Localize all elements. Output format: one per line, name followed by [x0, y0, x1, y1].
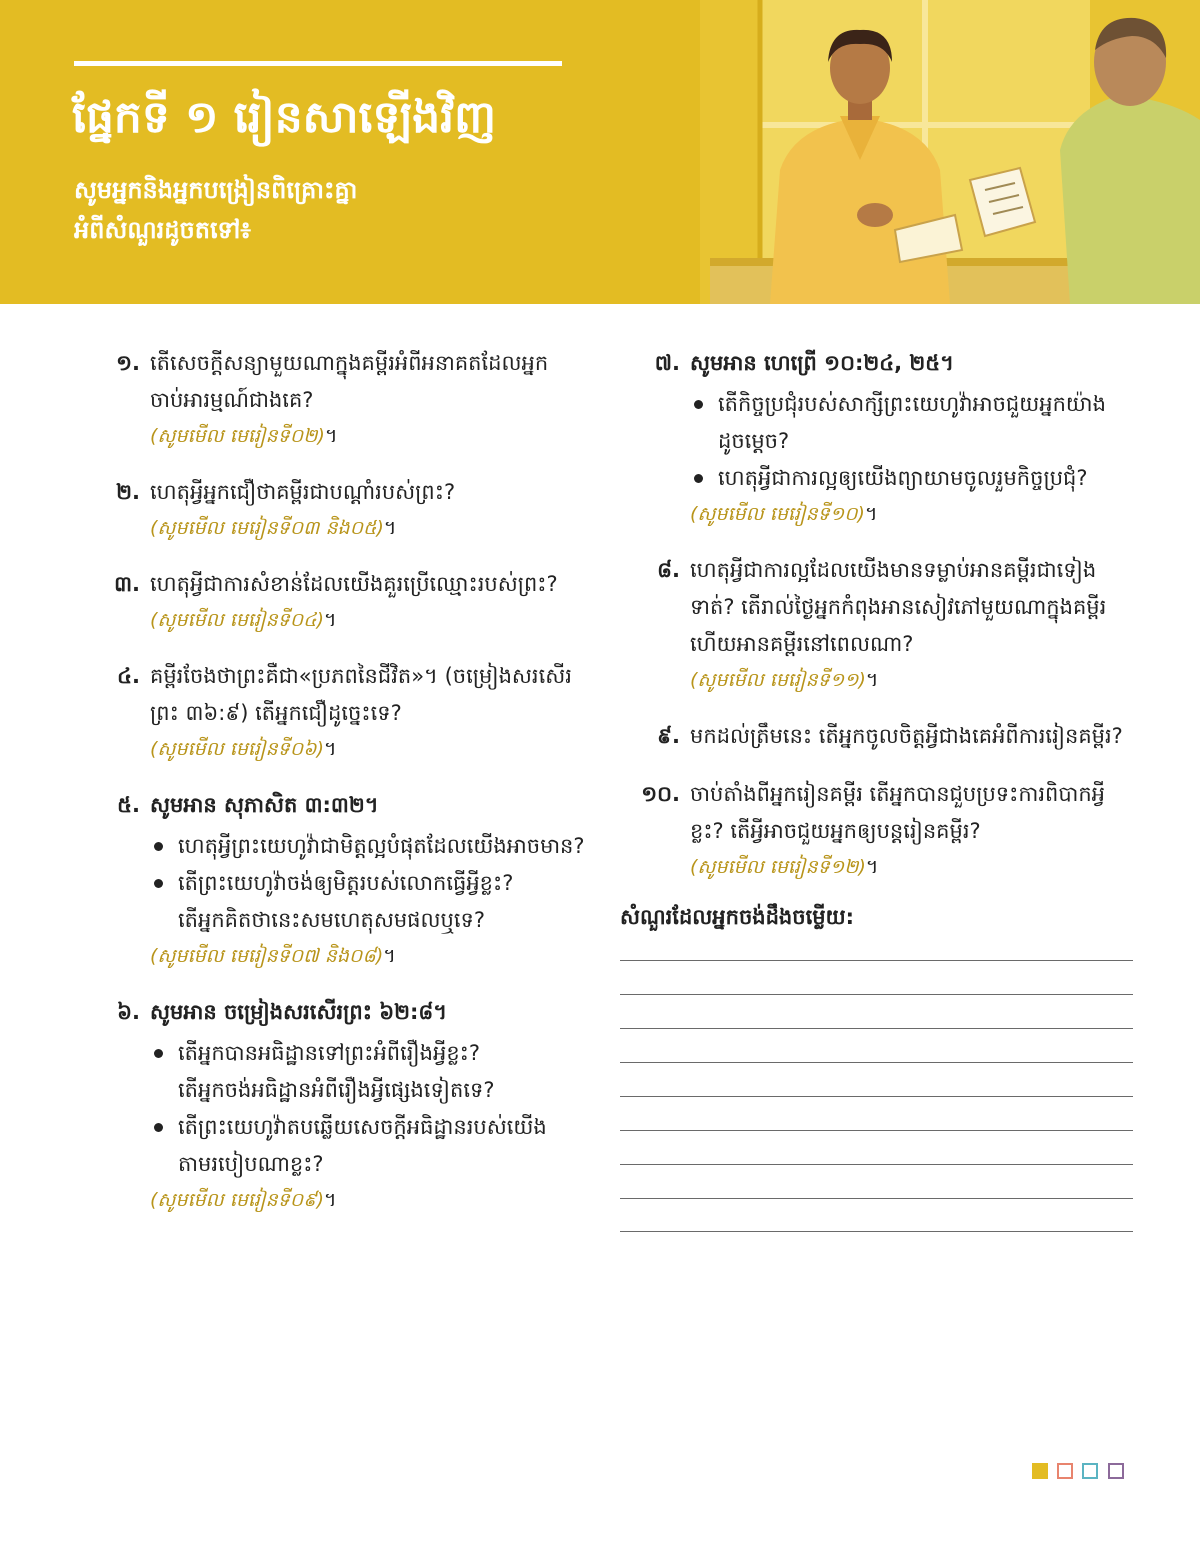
question-number: ១. — [116, 351, 140, 375]
lesson-reference — [150, 419, 598, 453]
question-10 — [618, 776, 1138, 884]
bullet-item — [690, 460, 1138, 497]
reference-end: ។ — [865, 669, 879, 691]
question-text — [150, 345, 598, 419]
question-line: តើសេចក្ដីសន្យាមួយណាក្នុងគម្ពីរអំពីអនាគតដែលអ្នក — [150, 351, 549, 375]
bullet-item — [690, 386, 1138, 460]
question-line: ហើយអានគម្ពីរនៅពេលណា? — [690, 632, 914, 656]
question-3 — [78, 566, 598, 637]
reference-text: (សូមមើល មេរៀនទី០៤) — [150, 609, 325, 631]
questions-left-column — [78, 345, 598, 1238]
answer-line[interactable] — [620, 1028, 1133, 1029]
bullet-line: តើអ្នកបានអធិដ្ឋានទៅព្រះអំពីរឿងអ្វីខ្លះ? — [178, 1041, 481, 1065]
question-line: ទាត់? តើរាល់ថ្ងៃអ្នកកំពុងអានសៀវភៅមួយណាក្នុងគម្ពីរ — [690, 595, 1107, 619]
reference-end: ។ — [865, 856, 879, 878]
decor-square-yellow — [1032, 1463, 1048, 1479]
reference-text: (សូមមើល មេរៀនទី០២) — [150, 425, 325, 447]
bullet-line: តើព្រះយេហូវ៉ាចង់ឲ្យមិត្តរបស់លោកធ្វើអ្វីខ្លះ? — [178, 871, 514, 895]
answer-line[interactable] — [620, 1130, 1133, 1131]
question-number: ៥. — [117, 793, 140, 817]
header-banner — [0, 0, 1200, 304]
reference-end: ។ — [383, 945, 396, 967]
question-number: ២. — [116, 480, 140, 504]
bullet-item — [150, 1035, 598, 1109]
question-number: ៧. — [654, 351, 680, 375]
question-text — [150, 658, 598, 732]
page-subtitle — [74, 170, 357, 250]
bullet-list — [150, 1035, 598, 1183]
reference-text: (សូមមើល មេរៀនទី១២) — [690, 856, 866, 878]
page-title: ផ្នែកទី ១ រៀនសាឡើងវិញ — [72, 92, 497, 143]
reference-text: (សូមមើល មេរៀនទី០៣ និង០៥) — [150, 517, 384, 539]
question-line: មកដល់ត្រឹមនេះ តើអ្នកចូលចិត្តអ្វីជាងគេអំពីការរៀនគម្ពីរ? — [690, 724, 1123, 748]
lesson-reference — [690, 663, 1138, 697]
question-number: ៨. — [657, 558, 680, 582]
bullet-line: ហេតុអ្វីព្រះយេហូវ៉ាជាមិត្តល្អបំផុតដែលយើងអាចមាន? — [178, 834, 585, 858]
question-text — [150, 474, 598, 511]
reference-end: ។ — [383, 517, 397, 539]
lesson-reference — [690, 497, 1138, 531]
reference-text: (សូមមើល មេរៀនទី១១) — [690, 669, 866, 691]
reference-text: (សូមមើល មេរៀនទី១០) — [690, 503, 865, 525]
study-illustration — [700, 0, 1200, 304]
answer-line[interactable] — [620, 960, 1133, 961]
reference-end: ។ — [864, 503, 878, 525]
question-number: ៣. — [114, 572, 140, 596]
decor-square-coral — [1057, 1463, 1073, 1479]
bullet-line: តើកិច្ចប្រជុំរបស់សាក្សីព្រះយេហូវ៉ាអាចជួយអ្នកយ៉ាង — [718, 392, 1106, 416]
bullet-line: តាមរបៀបណាខ្លះ? — [178, 1152, 324, 1176]
reference-end: ។ — [324, 425, 338, 447]
lesson-reference — [150, 511, 598, 545]
question-6 — [78, 994, 598, 1217]
lesson-reference — [150, 939, 598, 973]
bullet-line: ហេតុអ្វីជាការល្អឲ្យយើងព្យាយាមចូលរួមកិច្ចប្រជុំ? — [718, 466, 1088, 490]
bullet-line: តើអ្នកគិតថានេះសមហេតុសមផលឬទេ? — [178, 908, 485, 932]
question-5 — [78, 787, 598, 973]
decor-square-teal — [1082, 1463, 1098, 1479]
header-rule — [74, 61, 562, 66]
question-2 — [78, 474, 598, 545]
answer-line[interactable] — [620, 1096, 1133, 1097]
reference-end: ។ — [324, 1189, 337, 1211]
decor-square-purple — [1108, 1463, 1124, 1479]
reference-text: (សូមមើល មេរៀនទី០៧ និង០៨) — [150, 945, 384, 967]
reference-text: (សូមមើល មេរៀនទី០៩) — [150, 1189, 325, 1211]
subtitle-line: សូមអ្នកនិងអ្នកបង្រៀនពិគ្រោះគ្នា — [74, 176, 358, 204]
bullet-item — [150, 828, 598, 865]
question-7 — [618, 345, 1138, 531]
question-line: ហេតុអ្វីជាការល្អដែលយើងមានទម្លាប់អានគម្ពីរជាទៀង — [690, 558, 1097, 582]
question-9 — [618, 718, 1138, 755]
answer-line[interactable] — [620, 994, 1133, 995]
questions-right-column — [618, 345, 1138, 905]
bullet-line: តើអ្នកចង់អធិដ្ឋានអំពីរឿងអ្វីផ្សេងទៀតទេ? — [178, 1078, 495, 1102]
question-line: ខ្លះ? តើអ្វីអាចជួយអ្នកឲ្យបន្តរៀនគម្ពីរ? — [690, 819, 981, 843]
bullet-list — [150, 828, 598, 939]
lesson-reference — [150, 603, 598, 637]
bullet-line: តើព្រះយេហូវ៉ាតបឆ្លើយសេចក្ដីអធិដ្ឋានរបស់យើង — [178, 1115, 547, 1139]
question-text — [150, 566, 598, 603]
question-line: ហេតុអ្វីអ្នកជឿថាគម្ពីរជាបណ្ដាំរបស់ព្រះ? — [150, 480, 456, 504]
reference-end: ។ — [324, 738, 337, 760]
question-heading: សូមអាន ហេព្រើ ១០:២៤, ២៥។ — [690, 351, 954, 375]
question-number: ១០. — [641, 782, 680, 806]
answer-line[interactable] — [620, 1198, 1133, 1199]
question-line: គម្ពីរចែងថាព្រះគឺជា«ប្រភពនៃជីវិត»។ (ចម្រៀងសរសើរ — [150, 664, 572, 688]
answer-line[interactable] — [620, 1164, 1133, 1165]
question-1 — [78, 345, 598, 453]
question-number: ៤. — [117, 664, 140, 688]
answer-line[interactable] — [620, 1231, 1133, 1232]
reference-text: (សូមមើល មេរៀនទី០៦) — [150, 738, 325, 760]
answer-line[interactable] — [620, 1062, 1133, 1063]
answers-label: សំណួរដែលអ្នកចង់ដឹងចម្លើយ: — [620, 905, 854, 929]
question-number: ៦. — [117, 1000, 140, 1024]
question-line: ចាប់អារម្មណ៍ជាងគេ? — [150, 388, 314, 412]
bullet-list — [690, 386, 1138, 497]
question-line: ហេតុអ្វីជាការសំខាន់ដែលយើងគួរប្រើឈ្មោះរបស់ព្រះ? — [150, 572, 558, 596]
lesson-reference — [150, 732, 598, 766]
reference-end: ។ — [324, 609, 337, 631]
question-line: ព្រះ ៣៦:៩) តើអ្នកជឿដូច្នេះទេ? — [150, 701, 402, 725]
question-4 — [78, 658, 598, 766]
bullet-line: ដូចម្ដេច? — [718, 429, 790, 453]
question-number: ៩. — [657, 724, 680, 748]
question-text — [690, 776, 1138, 850]
lesson-reference — [690, 850, 1138, 884]
question-line: ចាប់តាំងពីអ្នករៀនគម្ពីរ តើអ្នកបានជួបប្រទះការពិបាកអ្វី — [690, 782, 1105, 806]
question-text — [690, 552, 1138, 663]
question-8 — [618, 552, 1138, 697]
question-heading: សូមអាន សុភាសិត ៣:៣២។ — [150, 793, 379, 817]
bullet-item — [150, 1109, 598, 1183]
bullet-item — [150, 865, 598, 939]
lesson-reference — [150, 1183, 598, 1217]
subtitle-line: អំពីសំណួរដូចតទៅ៖ — [74, 216, 251, 244]
question-text — [690, 718, 1138, 755]
question-heading: សូមអាន ចម្រៀងសរសើរព្រះ ៦២:៨។ — [150, 1000, 448, 1024]
